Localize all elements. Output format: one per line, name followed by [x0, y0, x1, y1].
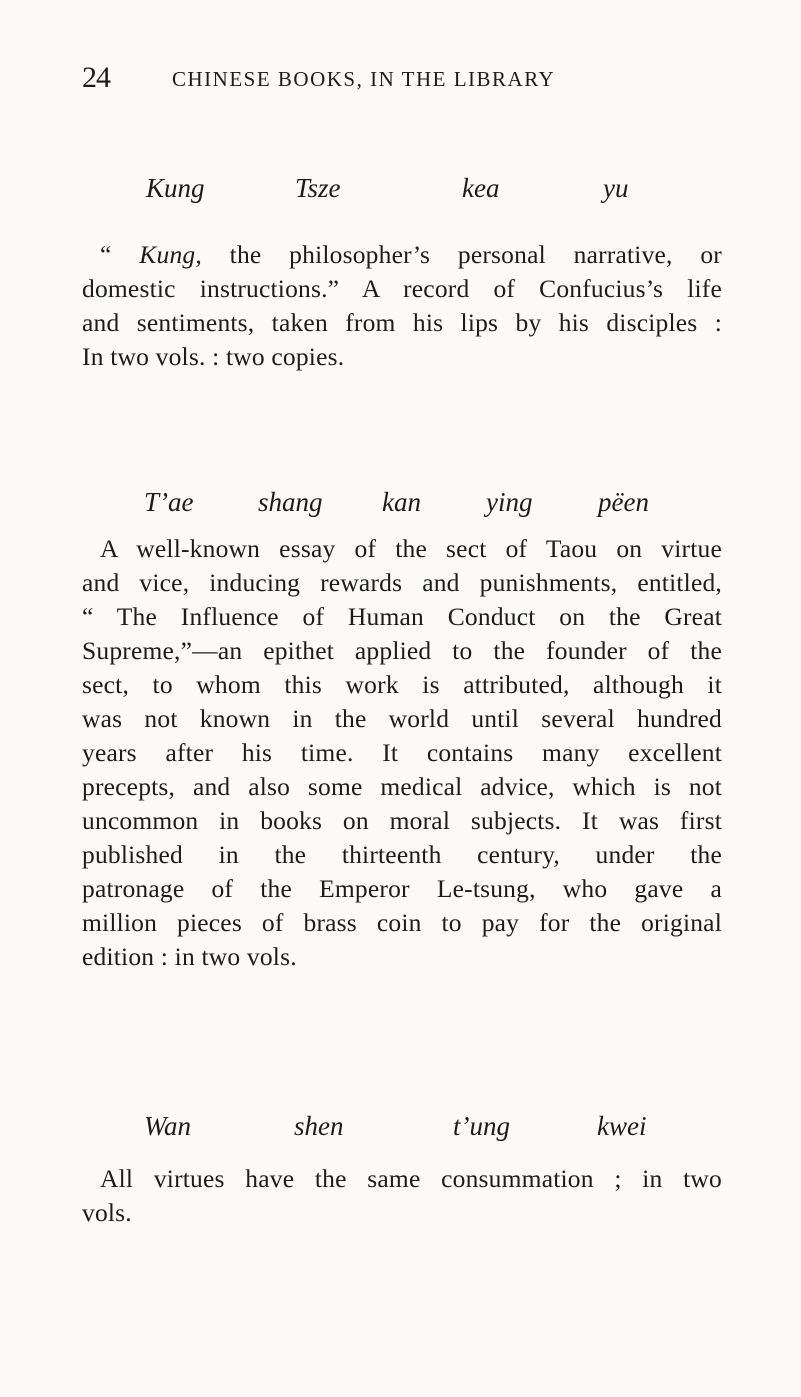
title-word: kea: [462, 173, 500, 203]
title-word: kan: [382, 487, 421, 517]
title-word: kwei: [597, 1111, 647, 1141]
body-line: was not known in the world until several hundred: [82, 704, 722, 733]
body-line: and vice, inducing rewards and punishments, entitled,: [82, 568, 722, 597]
body-line: sect, to whom this work is attributed, although it: [82, 670, 722, 699]
entry-title-kung-tsze-kea-yu: [0, 171, 801, 205]
body-line: published in the thirteenth century, under the: [82, 840, 722, 869]
body-line: uncommon in books on moral subjects. It was first: [82, 806, 722, 835]
title-word: Wan: [144, 1111, 192, 1141]
entry-description-tae-shang: [82, 532, 722, 974]
title-word: T’ae: [144, 487, 194, 517]
page-number: 24: [82, 61, 110, 94]
entry-title-wan-shen-tung-kwei: [0, 1109, 801, 1143]
body-line: All virtues have the same consummation ; in two: [100, 1164, 722, 1193]
body-line: In two vols. : two copies.: [82, 342, 345, 371]
body-line: precepts, and also some medical advice, which is not: [82, 772, 722, 801]
emphasis-term: Kung: [139, 240, 196, 269]
entry-title-tae-shang-kan-ying-peen: [0, 485, 801, 519]
body-line: vols.: [82, 1198, 132, 1227]
body-line: million pieces of brass coin to pay for the original: [82, 908, 722, 937]
running-head-title: CHINESE BOOKS, IN THE LIBRARY: [172, 67, 556, 91]
body-line: years after his time. It contains many excellent: [82, 738, 722, 767]
title-word: Kung: [146, 173, 205, 203]
title-word: t’ung: [453, 1111, 510, 1141]
title-word: yu: [603, 173, 629, 203]
body-line: domestic instructions.” A record of Confucius’s life: [82, 274, 722, 303]
body-line: “ Kung, the philosopher’s personal narrative, or: [100, 240, 722, 269]
body-line: edition : in two vols.: [82, 942, 297, 971]
title-word: shen: [294, 1111, 344, 1141]
body-line: patronage of the Emperor Le-tsung, who gave a: [82, 874, 722, 903]
body-line: “ The Influence of Human Conduct on the Great: [82, 602, 722, 631]
body-line: and sentiments, taken from his lips by his disciples :: [82, 308, 722, 337]
title-word: Tsze: [295, 173, 341, 203]
entry-description-wan-shen: [82, 1162, 722, 1230]
body-line: Supreme,”—an epithet applied to the founder of the: [82, 636, 722, 665]
title-word: ying: [486, 487, 533, 517]
running-head: [82, 60, 722, 96]
title-word: shang: [258, 487, 323, 517]
title-word: pëen: [598, 487, 649, 517]
body-line: A well-known essay of the sect of Taou on virtue: [100, 534, 722, 563]
entry-description-kung: [82, 238, 722, 374]
